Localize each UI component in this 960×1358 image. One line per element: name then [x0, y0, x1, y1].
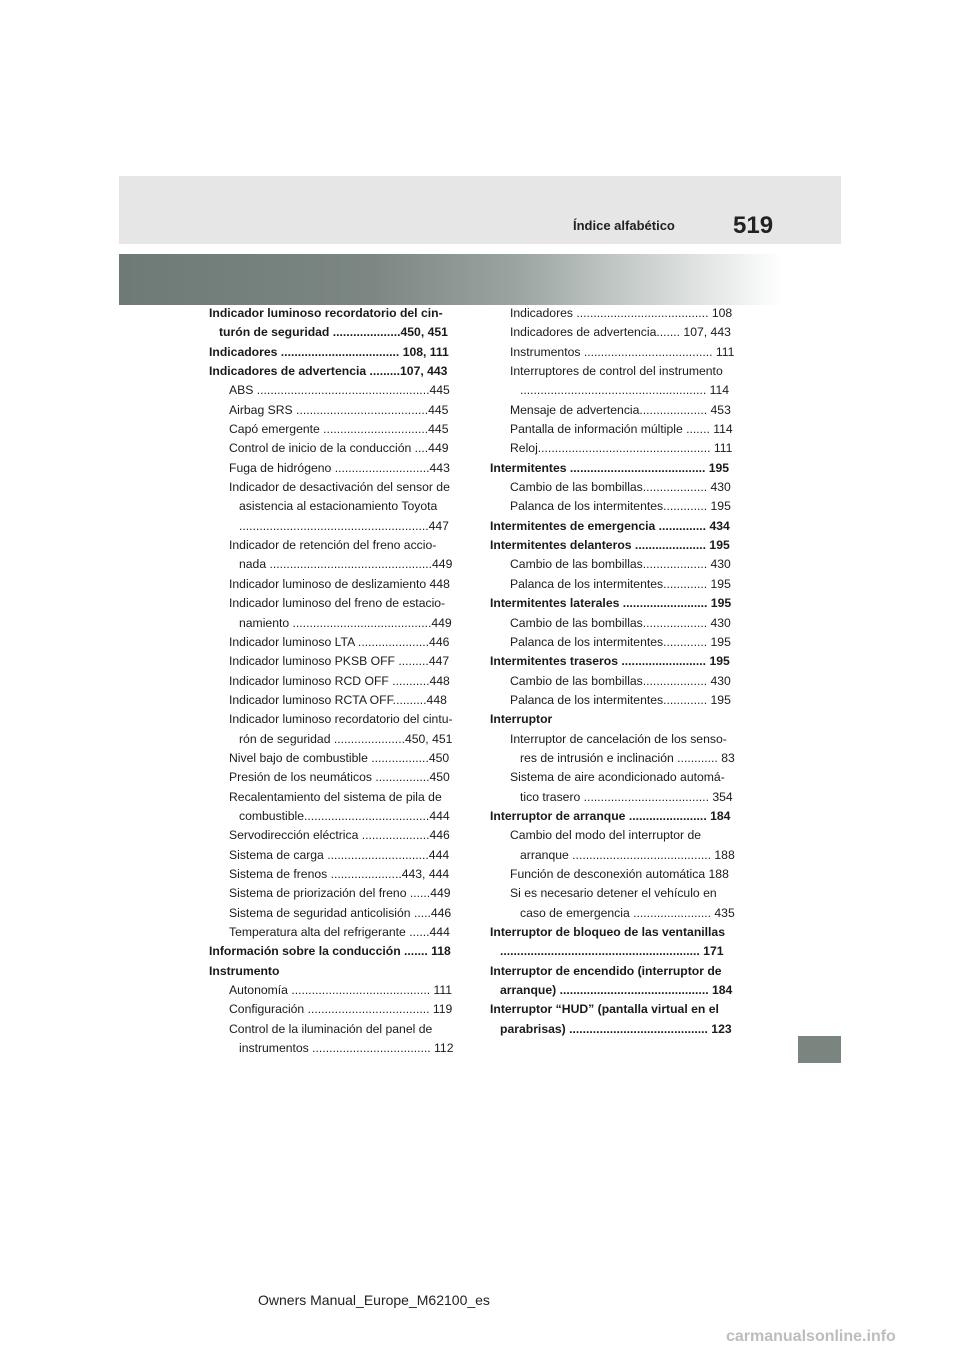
section-title: Índice alfabético: [573, 218, 675, 233]
index-entry: rón de seguridad .....................450, 451: [239, 731, 453, 746]
index-entry: Control de inicio de la conducción ....449: [229, 441, 449, 456]
index-entry: Indicadores ................................... 108, 111: [209, 344, 449, 359]
index-entry: Indicador luminoso RCD OFF ...........448: [229, 673, 450, 688]
index-entry: Recalentamiento del sistema de pila de: [229, 789, 442, 804]
index-entry: Sistema de seguridad anticolisión .....446: [229, 905, 452, 920]
index-entry: Si es necesario detener el vehículo en: [510, 886, 717, 901]
index-entry: Capó emergente ...............................445: [229, 422, 449, 437]
index-entry: Reloj................................................... 111: [510, 441, 733, 456]
index-entry: Indicador luminoso recordatorio del cintu-: [229, 712, 453, 727]
index-entry: Interruptor de bloqueo de las ventanillas: [490, 925, 725, 939]
index-entry: Fuga de hidrógeno ............................443: [229, 460, 450, 475]
index-entry: Cambio del modo del interruptor de: [510, 828, 702, 843]
index-entry: Palanca de los intermitentes............. 195: [510, 692, 731, 707]
index-entry: Instrumentos ...................................... 111: [510, 344, 735, 359]
page-number: 519: [733, 212, 774, 239]
index-entry: Control de la iluminación del panel de: [229, 1021, 433, 1036]
index-entry: Indicadores de advertencia....... 107, 443: [510, 325, 731, 340]
index-entry: Información sobre la conducción ....... 118: [209, 944, 451, 959]
index-entry: Indicador de desactivación del sensor de: [229, 480, 450, 495]
index-entry: Intermitentes delanteros ..................... 195: [490, 538, 730, 553]
index-entry: Sistema de priorización del freno ......449: [229, 886, 451, 901]
index-entry: Indicador luminoso de deslizamiento 448: [229, 576, 450, 591]
index-entry: Palanca de los intermitentes............. 195: [510, 576, 731, 591]
index-entry: Función de desconexión automática 188: [510, 866, 729, 881]
index-column-left: [209, 304, 475, 1058]
index-column-right: [490, 304, 742, 1039]
index-entry: res de intrusión e inclinación ............ 83: [520, 750, 735, 765]
header-gradient-bar: [119, 254, 841, 305]
index-entry: Sistema de frenos .....................443, 444: [229, 866, 450, 881]
index-entry: parabrisas) ......................................... 123: [500, 1021, 732, 1036]
index-entry: Configuración .................................... 119: [229, 1002, 453, 1017]
index-entry: Indicador luminoso RCTA OFF..........448: [229, 692, 447, 707]
index-entry: Indicador luminoso recordatorio del cin-: [209, 306, 443, 320]
index-entry: Presión de los neumáticos ................450: [229, 770, 450, 785]
index-entry: ........................................................447: [239, 518, 449, 533]
index-entry: Interruptor de encendido (interruptor de: [490, 963, 722, 978]
index-entry: ....................................................... 114: [520, 383, 730, 398]
index-entry: turón de seguridad ....................450, 451: [219, 325, 448, 340]
index-entry: namiento .........................................449: [239, 615, 452, 630]
index-entry: Indicador de retención del freno accio-: [229, 538, 437, 553]
index-entry: Interruptor “HUD” (pantalla virtual en el: [490, 1002, 719, 1017]
index-entry: Intermitentes ........................................ 195: [490, 460, 730, 475]
index-entry: Interruptor de cancelación de los senso-: [510, 731, 727, 746]
index-entry: Temperatura alta del refrigerante ......444: [229, 925, 450, 939]
index-entry: combustible.....................................444: [239, 808, 450, 823]
index-entry: Cambio de las bombillas................... 430: [510, 615, 731, 630]
index-entry: ABS ...................................................445: [229, 383, 450, 398]
index-entry: Cambio de las bombillas................... 430: [510, 673, 731, 688]
index-entry: Indicadores de advertencia .........107, 443: [209, 364, 448, 379]
index-entry: Cambio de las bombillas................... 430: [510, 557, 731, 572]
index-entry: nada ................................................449: [239, 557, 453, 572]
index-entry: Pantalla de información múltiple ....... 114: [510, 422, 733, 437]
index-entry: Autonomía ......................................... 111: [229, 983, 453, 998]
index-entry: caso de emergencia ....................... 435: [520, 905, 735, 920]
footer-text: Owners Manual_Europe_M62100_es: [258, 1292, 490, 1308]
index-entry: arranque) ............................................ 184: [500, 983, 733, 998]
index-entry: Indicador luminoso PKSB OFF .........447: [229, 654, 450, 669]
index-entry: instrumentos ................................... 112: [239, 1041, 454, 1056]
index-entry: Intermitentes de emergencia .............. 434: [490, 518, 730, 533]
index-entry: Indicadores ....................................... 108: [510, 306, 733, 320]
index-entry: Indicador luminoso del freno de estacio-: [229, 596, 446, 611]
index-entry: arranque ......................................... 188: [520, 847, 735, 862]
index-entry: Intermitentes laterales ......................... 195: [490, 596, 732, 611]
index-entry: Airbag SRS .......................................445: [229, 402, 449, 417]
index-entry: Interruptor de arranque ....................... 184: [490, 808, 731, 823]
index-entry: Interruptores de control del instrumento: [510, 364, 723, 379]
index-entry: tico trasero ..................................... 354: [520, 789, 733, 804]
chapter-tab: [798, 1036, 841, 1063]
index-entry: ........................................................... 171: [500, 944, 724, 959]
index-entry: asistencia al estacionamiento Toyota: [239, 499, 438, 514]
index-entry: Mensaje de advertencia.................... 453: [510, 402, 731, 417]
index-entry: Instrumento: [209, 963, 280, 978]
index-entry: Cambio de las bombillas................... 430: [510, 480, 731, 495]
watermark: carmanualsonline.info: [726, 1328, 896, 1345]
index-entry: Sistema de aire acondicionado automá-: [510, 770, 725, 785]
index-entry: Nivel bajo de combustible .................450: [229, 750, 450, 765]
index-entry: Sistema de carga ..............................444: [229, 847, 450, 862]
index-entry: Servodirección eléctrica ....................446: [229, 828, 450, 843]
index-entry: Indicador luminoso LTA .....................446: [229, 634, 450, 649]
index-entry: Intermitentes traseros ......................... 195: [490, 654, 730, 669]
index-entry: Interruptor: [490, 712, 553, 727]
index-entry: Palanca de los intermitentes............. 195: [510, 634, 731, 649]
index-entry: Palanca de los intermitentes............. 195: [510, 499, 731, 514]
